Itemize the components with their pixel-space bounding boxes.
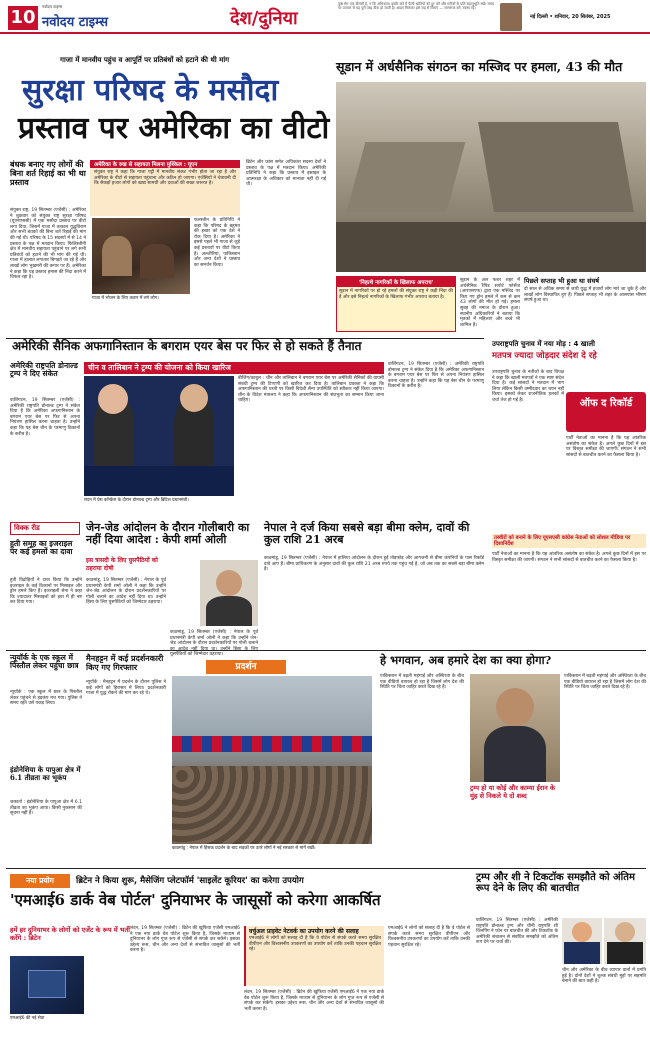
nepal-ins-body: काठमांडू, 19 सितम्बर (एजेंसी) : नेपाल में हालिया आंदोलन के दौरान हुई तोड़फोड़ और आगजनी से बीमा कंपनियों के पास रिकॉर्ड दावे आए हैं। बीमा प्राधिकरण के अनुसार दावों की कुल राशि 21 अरब रुपये तक पहुंच गई है, जो अब तक का सबसे बड़ा बीमा क्लेम है। (264, 556, 484, 573)
ksc-headline: तस्वीरों को बनाने के लिए यूएसएसी कांग्रेस नेताओं को सोशल मीडिया पर दिशानिर्देश (494, 535, 631, 547)
oli-photo (200, 560, 258, 626)
off-record-badge (566, 392, 646, 432)
up-body: उपराष्ट्रपति चुनाव के नतीजों के बाद विपक्ष ने कहा कि खाली मतपत्रों ने एक स्पष्ट संदेश दिया है। कई सांसदों ने मतदान में भाग लिया लेकिन किसी उम्मीदवार का चयन नहीं किया। इसको लेकर राजनीतिक हलकों में चर्चा तेज हो गई है। (492, 370, 564, 403)
sudan-side (524, 276, 646, 332)
date-line: नई दिल्ली • शनिवार, 20 सितंबर, 2025 (530, 14, 611, 20)
xi-photo (604, 918, 646, 964)
off-record-label: ऑफ द रिकॉर्ड (579, 398, 633, 409)
tiktok-headline: ट्रम्प और शी ने टिकटॉक समझौते को अंतिम रूप देने के लिए की बातचीत (476, 872, 635, 895)
quake-body: जकार्ता : इंडोनेशिया के पापुआ क्षेत्र में 6.1 तीव्रता का भूकंप आया। किसी नुकसान की सूचना नहीं है। (10, 800, 82, 817)
ksc-strip (492, 534, 646, 548)
gaza-kicker: गाजा में मानवीय पहुंच व आपूर्ति पर प्रतिबंधों को हटाने की थी मांग (60, 56, 230, 64)
nepal-pm-sub: इस त्रासदी के लिए घुसपैठियों को ठहराया दोषी (86, 557, 158, 572)
afghan-side-head (10, 362, 80, 379)
sudan-inset (336, 276, 456, 332)
uk-box-title: वर्चुअल प्राइवेट नेटवर्क का उपयोग करने की सलाह (249, 928, 359, 935)
tiktok-body: वाशिंगटन, 19 सितम्बर (एजेंसी) : अमेरिकी राष्ट्रपति डोनाल्ड ट्रम्प और चीनी राष्ट्रपति शी जिनपिंग ने फोन पर बातचीत की और टिकटॉक के अमेरिकी संचालन से संबंधित समझौते को अंतिम रूप देने पर चर्चा की। (476, 918, 558, 946)
bhagwan-photo (470, 674, 560, 782)
up-body-2: पार्टी नेताओं का मानना है कि यह आंतरिक असंतोष का संकेत है। अगले कुछ दिनों में इस पर विस्तृत समीक्षा की जाएगी। संगठन ने सभी सांसदों से बातचीत करने का फैसला किया है। (566, 436, 646, 458)
gaza-photo (92, 218, 190, 294)
uk-body-2: लंदन, 19 सितम्बर (एजेंसी) : ब्रिटेन की खुफिया एजेंसी एमआई6 ने एक नया डार्क वेब पोर्टल शुरू किया है, जिसके माध्यम से दुनियाभर के लोग गुप्त रूप से एजेंसी से संपर्क कर सकेंगे। इसका उद्देश्य रूस, चीन और अन्य देशों से संभावित जासूसों की भर्ती करना है। (244, 990, 384, 1012)
afghan-side-head-text: अमेरिकी राष्ट्रपति डोनाल्ड ट्रम्प ने दिए संकेत (10, 361, 78, 379)
bhagwan-headline: हे भगवान, अब हमारे देश का क्या होगा? (380, 653, 552, 667)
afghan-headline: अमेरिकी सैनिक अफगानिस्तान के बगराम एयर बेस पर फिर से हो सकते हैं तैनात (12, 339, 362, 353)
uk-box-text: एमआई6 ने लोगों को सलाह दी है कि वे पोर्टल से संपर्क करते समय सुरक्षित वीपीएन और विश्वसनीय उपकरणों का उपयोग करें ताकि उनकी पहचान सुरक्षित रहे। (249, 936, 381, 953)
nepal-pm-body-2: काठमांडू, 19 सितम्बर (एजेंसी) : नेपाल के पूर्व प्रधानमंत्री केपी शर्मा ओली ने कहा कि उन्होंने जेन-जेड आंदोलन के दौरान प्रदर्शनकारियों पर गोली चलाने घुसपैठियों को जिम्मेदार ठहराया। (170, 630, 258, 658)
uk-sub: हमें हर दुनियाभर के लोगों को एजेंट के रूप में भर्ती करेंगे : ब्रिटेन (10, 926, 130, 942)
uk-body: लंदन, 19 सितम्बर (एजेंसी) : ब्रिटेन की खुफिया एजेंसी एमआई6 ने एक नया डार्क वेब पोर्टल शुरू किया है, जिसके माध्यम से दुनियाभर के लोग गुप्त रूप से एजेंसी से संपर्क कर सकेंगे। इसका उद्देश्य रूस, चीन और अन्य देशों से संभावित जासूसों की भर्ती करना है। (130, 926, 240, 954)
nepal-pm-body: काठमांडू, 19 सितम्बर (एजेंसी) : नेपाल के पूर्व प्रधानमंत्री केपी शर्मा ओली ने कहा कि उन्होंने जेन-जेड आंदोलन के दौरान प्रदर्शनकारियों पर गोली चलाने का आदेश नहीं दिया था। उन्होंने हिंसा के लिए घुसपैठियों को जिम्मेदार ठहराया। (86, 578, 166, 606)
gaza-headline-2: प्रस्ताव पर अमेरिका का वीटो (18, 111, 330, 146)
vicky-name: विक्क रीड (14, 524, 40, 532)
uk-kicker: ब्रिटेन ने किया शुरू, मैसेजिंग प्लेटफॉर्म 'साइलेंट कूरियर' का करेगा उपयोग (76, 876, 304, 886)
gaza-body-3: ब्रिटेन और फ्रांस समेत अधिकांश सदस्य देशों ने प्रस्ताव के पक्ष में मतदान किया। अमेरिकी प्रतिनिधि ने कहा कि प्रस्ताव में इस्राइल के आत्मरक्षा के अधिकार को मान्यता नहीं दी गई थी। (246, 160, 326, 188)
nepal-ins-headline: नेपाल ने दर्ज किया सबसे बड़ा बीमा क्लेम, दावों की कुल राशि 21 अरब (264, 521, 470, 547)
vicky-headline: हुती समूह का इजराइल पर कई हमलों का दावा (10, 539, 73, 557)
uk-box (244, 926, 384, 986)
manhattan-body: न्यूयॉर्क : मैनहट्टन में प्रदर्शन के दौरान पुलिस ने कई लोगों को हिरासत में लिया। प्रदर्शनकारी गाजा में युद्ध रोकने की मांग कर रहे थे। (86, 680, 166, 697)
up-headline: मतपत्र ज्यादा जोड़दार संदेश दे रहे (492, 351, 597, 361)
gaza-headline-1: सुरक्षा परिषद के मसौदा (22, 73, 279, 108)
uk-headline: 'एमआई6 डार्क वेब पोर्टल' दुनियाभर के जासूसों को करेगा आकर्षित (10, 891, 381, 909)
sudan-side-text: दो साल से अधिक समय से जारी युद्ध में हजारों लोग मारे जा चुके हैं और लाखों लोग विस्थापित हुए हैं। पिछले सप्ताह भी शहर के आसपास भीषण संघर्ष हुआ था। (524, 287, 646, 304)
china-body: बीजिंग/काबुल : चीन और तालिबान ने बगराम एयर बेस पर अमेरिकी सैनिकों की वापसी संबंधी ट्रम्प की टिप्पणी को खारिज कर दिया है। तालिबान प्रवक्ता ने कहा कि अफगानिस्तान की धरती पर किसी विदेशी सैन्य उपस्थिति को स्वीकार नहीं किया जाएगा। चीन के विदेश मंत्रालय ने कहा कि अफगानिस्तान की संप्रभुता का सम्मान किया जाना चाहिए। (238, 376, 384, 404)
vicky-body: हुती विद्रोहियों ने दावा किया कि उन्होंने इजराइल के कई ठिकानों पर मिसाइल और ड्रोन हमले किए हैं। इजराइली सेना ने कहा कि ज्यादातर मिसाइलों को हवा में ही नष्ट कर दिया गया। (10, 578, 82, 606)
gaza-box-title: अमेरिका के रुख से सहायता मिलना मुश्किल : यूएन (94, 162, 198, 168)
page-number: 10 (8, 6, 38, 30)
sudan-side-title: पिछले सप्ताह भी हुआ था संघर्ष (524, 277, 600, 285)
afghan-photo-caption: लंदन में प्रेस कॉन्फ्रेंस के दौरान डोनाल्ड ट्रम्प और ब्रिटिश प्रधानमंत्री। (84, 498, 189, 503)
gaza-photo-caption: गाजा में भोजन के लिए कतार में लगे लोग। (92, 296, 159, 301)
sudan-headline: सूडान में अर्धसैनिक संगठन का मस्जिद पर हमला, 43 की मौत (336, 59, 623, 74)
nyc-body: न्यूयॉर्क : एक स्कूल में छात्र के पिस्तौल लेकर पहुंचने से हड़कंप मच गया। पुलिस ने समय रहते उसे पकड़ लिया। (10, 690, 82, 707)
protest-label: प्रदर्शन (206, 660, 286, 674)
trump-photo (562, 918, 602, 964)
bhagwan-body: पाकिस्तान में बढ़ती महंगाई और अस्थिरता के बीच एक वीडियो वायरल हो रहा है जिसमें लोग देश की स्थिति पर चिंता जाहिर करते दिख रहे हैं। (380, 674, 464, 691)
china-strip: चीन व तालिबान ने ट्रम्प की योजना को किया खारिज (84, 362, 384, 374)
afghan-body-col: वाशिंगटन, 19 सितम्बर (एजेंसी) : अमेरिकी राष्ट्रपति डोनाल्ड ट्रम्प ने संकेत दिया है कि अमेरिका अफगानिस्तान के बगराम एयर बेस पर फिर से अपना नियंत्रण हासिल करना चाहता है। उन्होंने कहा कि यह बेस चीन के परमाणु ठिकानों के करीब है। (388, 362, 484, 390)
bhagwan-body-2: पाकिस्तान में बढ़ती महंगाई और अस्थिरता के बीच एक वीडियो वायरल हो रहा है जिसमें लोग देश की स्थिति पर चिंता जाहिर करते दिख रहे हैं। (564, 674, 646, 691)
uk-body-3: एमआई6 ने लोगों को सलाह दी है कि वे पोर्टल से संपर्क करते समय सुरक्षित वीपीएन और विश्वसनीय उपकरणों का उपयोग करें ताकि उनकी पहचान सुरक्षित रहे। (388, 926, 470, 948)
masthead-bar (0, 0, 650, 34)
gaza-box-text: संयुक्त राष्ट्र ने कहा कि गाजा पट्टी में मानवीय संकट गंभीर होता जा रहा है और अमेरिका के वीटो से सहायता पहुंचाना और कठिन हो जाएगा। एजेंसियों ने चेतावनी दी कि सैकड़ों हजार लोगों को खाद्य सामग्री और दवाओं की सख्त जरूरत है। (94, 170, 236, 187)
protest-photo (172, 676, 372, 844)
afghan-body: वाशिंगटन, 19 सितम्बर (एजेंसी) : अमेरिकी राष्ट्रपति डोनाल्ड ट्रम्प ने संकेत दिया है कि अमेरिका अफगानिस्तान के बगराम एयर बेस पर फिर से अपना नियंत्रण हासिल करना चाहता है। उन्होंने कहा कि यह बेस चीन के परमाणु ठिकानों के करीब है। (10, 398, 80, 437)
afghan-photo (84, 376, 234, 496)
uk-photo-caption: एमआई6 की नई सेवा (10, 1016, 45, 1021)
nepal-pm-headline: जेन-जेड आंदोलन के दौरान गोलीबारी का नहीं दिया आदेश : केपी शर्मा ओली (86, 521, 250, 547)
quake-headline: इंडोनेशिया के पापुआ क्षेत्र में 6.1 तीव्रता का भूकंप (10, 765, 81, 782)
ad-banner (338, 2, 498, 32)
masthead-small: नवोदय टाइम्स (42, 4, 63, 9)
sudan-inset-title: 'निहत्थे नागरिकों के खिलाफ अपराध' (337, 277, 455, 287)
gaza-side-bullet-text: बंधक बनाए गए लोगों की बिना शर्त रिहाई का भी था प्रस्ताव (10, 159, 86, 187)
sudan-body-1: सूडान के अल फशर शहर में अर्धसैनिक रैपिड सपोर्ट फोर्सेज (आरएसएफ) द्वारा एक मस्जिद पर किए गए ड्रोन हमले में कम से कम 43 लोगों की मौत हो गई। हमला सुबह की नमाज के दौरान हुआ। स्थानीय अधिकारियों ने बताया कि मृतकों में महिलाएं और बच्चे भी शामिल हैं। (460, 278, 520, 328)
trade-body: चीन और अमेरिका के बीच व्यापार वार्ता में प्रगति हुई है। दोनों देशों ने शुल्क संबंधी मुद्दों पर सहमति बनाने की बात कही है। (562, 968, 646, 985)
section-title: देश/दुनिया (230, 8, 298, 29)
nyc-headline: न्यूयॉर्क के एक स्कूल में पिस्तौल लेकर पहुंचा छात्र (10, 653, 79, 671)
gaza-body-2: फलस्तीन के प्रतिनिधि ने कहा कि परिषद के बहुमत की इच्छा को एक देश ने रोक दिया है। अमेरिका ने इससे पहले भी गाजा से जुड़े कई प्रस्तावों पर वीटो किया है। अल्जीरिया, पाकिस्तान और अन्य देशों ने प्रस्ताव का समर्थन किया। (194, 218, 240, 268)
ksc-body: पार्टी नेताओं का मानना है कि यह आंतरिक असंतोष का संकेत है। अगले कुछ दिनों में इस पर विस्तृत समीक्षा की जाएगी। संगठन ने सभी सांसदों से बातचीत करने का फैसला किया है। (492, 552, 646, 563)
ad-text: कुष्ठ रोग एक बीमारी है, न कि अभिशाप। इसके बारे में फैली भ्रांतियों को दूर करें और मरीजों के प्रति सहानुभूति रखें। समय पर उपचार से यह पूरी तरह ठीक हो जाती है। आइए मिलकर इसे जड़ से मिटाएं — जागरूक बनें, स्वस्थ रहें। (338, 2, 495, 11)
ad-portrait (500, 3, 522, 31)
gaza-box (90, 160, 240, 216)
gaza-body-1: संयुक्त राष्ट्र, 19 सितम्बर (एजेंसी) : अमेरिका ने शुक्रवार को संयुक्त राष्ट्र सुरक्षा परिषद (यूएनएससी) में एक मसौदा प्रस्ताव पर वीटो लगा दिया, जिसमें गाजा में तत्काल युद्धविराम और सभी बंधकों की बिना शर्त रिहाई की मांग की गई थी। परिषद के 15 सदस्यों में से 14 ने प्रस्ताव के पक्ष में मतदान किया। फिलिस्तीनी क्षेत्र में मानवीय सहायता पहुंचाने पर लगे सभी प्रतिबंधों को हटाने की भी मांग की गई थी। गाजा में हालात लगातार बिगड़ते जा रहे हैं और लाखों लोग भुखमरी की कगार पर हैं। अमेरिका ने कहा कि यह प्रस्ताव हमास की निंदा करने में विफल रहा है। (10, 208, 86, 281)
manhattan-headline: मैनहट्टन में कई प्रदर्शनकारी किए गए गिरफ्तार (86, 653, 164, 672)
uk-photo (10, 956, 84, 1014)
sudan-photo (336, 82, 646, 272)
uk-tag: नया प्रयोग (10, 874, 70, 888)
protest-caption: काठमांडू : नेपाल में हिंसक प्रदर्शन के बाद सड़कों पर उतरे लोगों ने नई सरकार से मांगें रखीं। (172, 846, 316, 851)
masthead-title: नवोदय टाइम्स (42, 15, 109, 30)
bhagwan-quote: ट्रम्प हो या कोई और काम्या ईरान के मुंह से निकले ये दो शब्द (470, 784, 556, 800)
vicky-tag (10, 522, 80, 535)
up-kicker: उपराष्ट्रपति चुनाव में नया मोड़ : 4 खाली (492, 340, 595, 348)
sudan-inset-text: सूडान में नागरिकों पर हो रहे हमलों की संयुक्त राष्ट्र ने कड़ी निंदा की है और इसे निहत्थे नागरिकों के खिलाफ गंभीर अपराध बताया है। (339, 289, 453, 300)
gaza-side-bullet (10, 160, 86, 187)
